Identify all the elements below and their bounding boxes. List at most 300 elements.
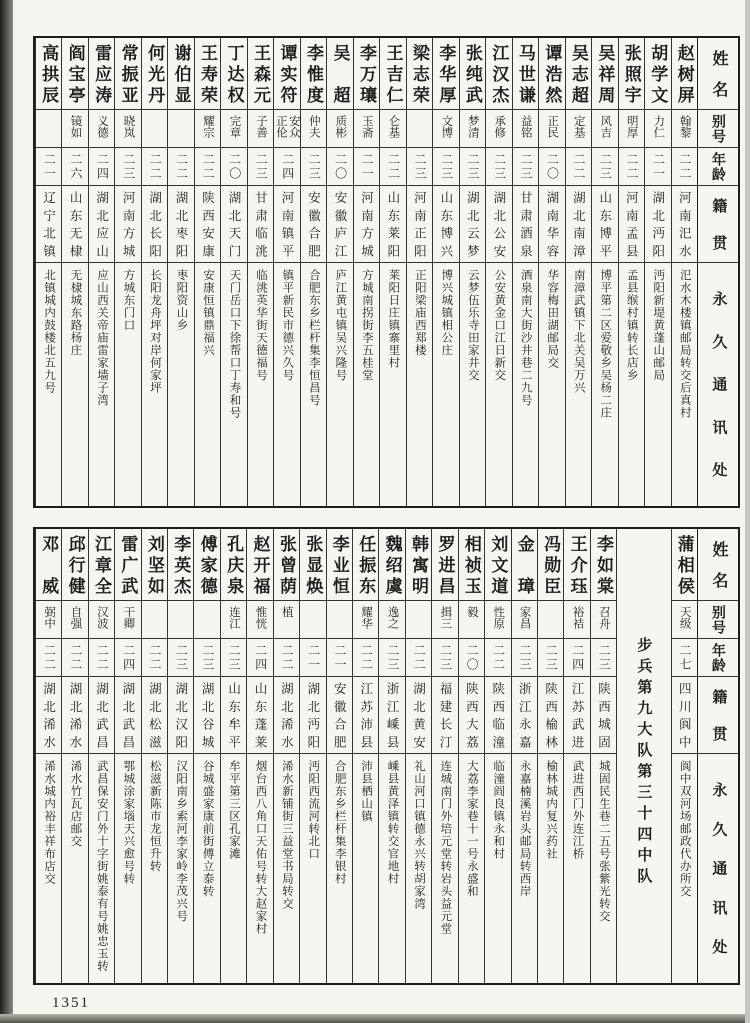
native-place-cell-text: 湖北枣阳 [174,191,189,257]
name-cell-text: 胡学文 [648,44,668,103]
bottom-directory-table [33,527,740,985]
native-place-cell-text: 湖北南漳 [571,191,586,257]
native-place-cell [538,676,563,753]
alias-cell [221,600,246,638]
native-place-cell-text: 湖北浠水 [41,682,56,748]
native-place-cell-text: 浙江嵊县 [385,682,400,748]
address-cell-text: 北镇城内鼓楼北五九号 [43,269,56,394]
alias-cell [619,109,644,147]
alias-cell-text: 文博 [440,115,453,138]
age-cell-text: 二三 [121,152,136,181]
name-cell-text: 王森元 [251,44,271,103]
native-place-cell [36,676,61,753]
directory-entry-column [114,38,140,506]
top-directory-table [33,36,740,508]
header-alias: 别号 [698,600,738,638]
native-place-cell-text: 安徽合肥 [332,682,347,748]
scan-edge-left [0,0,13,1023]
native-place-cell-text: 河南方城 [121,191,136,257]
name-cell [379,529,404,600]
address-cell [36,262,61,506]
name-cell [566,38,591,109]
directory-entry-column [378,529,404,983]
address-cell [433,262,458,506]
name-cell [354,38,379,109]
name-cell-text: 任振东 [356,535,376,594]
alias-cell-text: 召舟 [597,606,610,629]
name-cell-text: 江汉杰 [489,44,509,103]
directory-entry-column [61,529,87,983]
native-place-cell [407,185,432,262]
native-place-cell-text: 湖北汉阳 [173,682,188,748]
address-cell [512,753,537,983]
age-cell [485,638,510,676]
directory-entry-column [167,529,193,983]
alias-cell [380,109,405,147]
age-cell [194,638,219,676]
native-place-cell [619,185,644,262]
age-cell [619,147,644,185]
address-cell-text: 方城南拐街李五桂堂 [360,269,373,382]
page-number: 1351 [52,995,90,1011]
name-cell [274,529,299,600]
age-cell-text: 二二 [677,152,692,181]
alias-cell [300,600,325,638]
age-cell-text: 二三 [200,643,215,672]
native-place-cell [539,185,564,262]
address-cell-text: 天门岳口下徐帮口丁寿和号 [228,269,241,419]
header-native-place: 籍贯 [698,185,738,262]
directory-entry-column [141,38,167,506]
alias-cell-text: 耀华 [360,606,373,629]
unit-designation-column [616,529,670,983]
address-cell [274,753,299,983]
age-cell [459,638,484,676]
name-cell [486,38,511,109]
name-cell [89,38,114,109]
native-place-cell-text: 甘肃临洮 [253,191,268,257]
age-cell [538,638,563,676]
native-place-cell [194,676,219,753]
native-place-cell [327,676,352,753]
directory-entry-column [326,529,352,983]
address-cell [221,753,246,983]
address-cell [142,262,167,506]
age-cell-text: 二三 [227,643,242,672]
address-cell [89,753,114,983]
directory-entry-column [511,529,537,983]
native-place-cell [379,676,404,753]
alias-cell-text: 仲夫 [307,115,320,138]
age-cell-text: 二三 [517,643,532,672]
name-cell-text: 雷应涛 [92,44,112,103]
name-cell [62,529,87,600]
name-cell-text: 李如棠 [594,535,613,594]
native-place-cell-text: 陕西榆林 [543,682,558,748]
name-cell-text: 高拱辰 [39,44,59,103]
native-place-cell [115,676,140,753]
native-place-cell [274,185,299,262]
address-cell-text: 牟平第三区孔家滩 [228,760,241,860]
alias-cell [353,600,378,638]
name-cell-text: 阎宝亭 [65,44,85,103]
address-cell-text: 安康恒镇鼎福兴 [201,269,214,357]
age-cell [142,147,167,185]
age-cell [89,638,114,676]
age-cell [512,638,537,676]
address-cell [486,262,511,506]
native-place-cell-text: 河南孟县 [624,191,639,257]
native-place-cell [564,676,589,753]
name-cell [591,529,616,600]
name-cell [142,38,167,109]
alias-cell [115,600,140,638]
directory-entry-column [485,38,511,506]
name-cell-text: 罗进昌 [435,535,455,594]
native-place-cell [168,185,193,262]
directory-entry-column [538,38,564,506]
age-cell [672,147,697,185]
age-cell [327,638,352,676]
native-place-cell-text: 湖南华容 [544,191,559,257]
alias-cell [247,600,272,638]
age-cell-text: 二三 [385,643,400,672]
name-cell [36,529,61,600]
name-cell [513,38,538,109]
directory-entry-column [273,38,299,506]
name-cell-text: 金璋 [514,535,534,594]
native-place-cell-text: 陕西大荔 [464,682,479,748]
age-cell-text: 二三 [466,152,481,181]
address-cell [592,262,617,506]
native-place-cell [672,185,697,262]
name-cell-text: 冯勋臣 [541,535,561,594]
name-cell [460,38,485,109]
native-place-cell [433,185,458,262]
age-cell [353,638,378,676]
name-cell-text: 王吉仁 [383,44,403,103]
name-cell [62,38,87,109]
address-cell [432,753,457,983]
alias-cell-text: 裕袺 [571,606,584,629]
directory-entry-column [61,38,87,506]
address-cell-text: 浠水新铺街三益堂书局转交 [280,760,293,910]
address-cell [485,753,510,983]
alias-cell-text: 耀宗 [201,115,214,138]
name-cell-text: 刘坚如 [144,535,164,594]
native-place-cell-text: 山东博兴 [438,191,453,257]
directory-entry-column [352,529,378,983]
address-cell [248,262,273,506]
age-cell [221,638,246,676]
name-cell [327,38,352,109]
age-cell-text: 二四 [121,643,136,672]
alias-cell [274,109,299,147]
address-cell-text: 大荔李家巷十一号永盛和 [465,760,478,898]
header-age: 年龄 [698,638,738,676]
age-cell [380,147,405,185]
name-cell-text: 江章全 [91,535,111,594]
directory-entry-column [326,38,352,506]
address-cell [89,262,114,506]
address-cell-text: 正阳梁庙西郑楼 [413,269,426,357]
age-cell [566,147,591,185]
alias-cell [592,109,617,147]
directory-entry-column [220,38,246,506]
age-cell-text: 二二 [359,643,374,672]
address-cell [247,753,272,983]
native-place-cell [645,185,670,262]
native-place-cell-text: 陕西城固 [596,682,611,748]
name-cell-text: 李惟度 [303,44,323,103]
age-cell [168,638,193,676]
age-cell [89,147,114,185]
name-cell-text: 赵树屏 [674,44,694,103]
directory-entry-column [406,38,432,506]
age-cell-text: 二三 [307,152,322,181]
address-cell [513,262,538,506]
native-place-cell-text: 福建长汀 [437,682,452,748]
name-cell [327,529,352,600]
age-cell-text: 二二 [174,152,189,181]
address-cell [274,262,299,506]
alias-cell-text: 汉波 [95,606,108,629]
name-cell [592,38,617,109]
alias-cell-text: 惟恍 [254,606,267,629]
alias-cell [62,109,87,147]
age-cell [62,147,87,185]
address-cell [168,262,193,506]
name-cell [89,529,114,600]
alias-cell [327,600,352,638]
address-cell [672,262,697,506]
age-cell [168,147,193,185]
alias-cell [538,600,563,638]
directory-entry-column [299,529,325,983]
age-cell-text: 二一 [651,152,666,181]
native-place-cell [327,185,352,262]
native-place-cell-text: 河南方城 [359,191,374,257]
native-place-cell-text: 甘肃酒泉 [518,191,533,257]
alias-cell [433,109,458,147]
native-place-cell [301,185,326,262]
scan-edge-right [745,0,750,1023]
address-cell [115,753,140,983]
name-cell-text: 李华厚 [436,44,456,103]
address-cell [459,753,484,983]
address-cell [591,753,616,983]
alias-cell [327,109,352,147]
native-place-cell-text: 江苏武进 [570,682,585,748]
address-cell-text: 云梦伍乐寺田家井交 [466,269,479,382]
age-cell-text: 二二 [386,152,401,181]
address-cell-text: 临潼阎良镇永和村 [492,760,505,860]
native-place-cell-text: 湖北谷城 [200,682,215,748]
name-cell-text: 魏绍虞 [382,535,402,594]
address-cell-text: 枣阳资山乡 [175,269,188,332]
age-cell [460,147,485,185]
alias-cell-text: 梦清 [466,115,479,138]
alias-cell [539,109,564,147]
age-cell-text: 二二 [201,152,216,181]
native-place-cell-text: 山东蓬莱 [253,682,267,748]
name-cell [353,529,378,600]
age-cell [36,638,61,676]
name-cell-text: 张纯武 [462,44,482,103]
name-cell-text: 谭实符 [277,44,297,103]
address-cell [406,753,431,983]
address-cell-text: 合肥东乡栏杆集李恒昌号 [307,269,320,407]
name-cell [247,529,272,600]
alias-cell-text: 干卿 [122,606,135,629]
alias-cell [221,109,246,147]
age-cell [406,638,431,676]
address-cell [619,262,644,506]
name-cell [248,38,273,109]
address-cell [645,262,670,506]
name-cell [432,529,457,600]
age-cell-text: 二二 [42,643,57,672]
address-cell [194,753,219,983]
directory-entry-column [300,38,326,506]
native-place-cell-text: 安徽合肥 [306,191,321,257]
table-header-column [697,38,738,506]
native-place-cell [591,676,616,753]
name-cell-text: 傅家德 [197,535,217,594]
directory-entry-column [405,529,431,983]
name-cell [195,38,220,109]
alias-cell [168,109,193,147]
address-cell [62,262,87,506]
native-place-cell [512,676,537,753]
alias-cell [36,109,61,147]
age-cell-text: 二四 [280,152,295,181]
address-cell-text: 博兴城镇相公庄 [440,269,453,357]
name-cell [406,529,431,600]
age-cell-text: 二二 [280,643,295,672]
alias-cell [168,600,193,638]
alias-cell-text: 完章 [228,115,241,138]
name-cell [142,529,167,600]
native-place-cell [354,185,379,262]
address-cell-text: 礼山河口镇德永兴转胡家湾 [412,760,425,910]
name-cell-text: 孔庆泉 [224,535,244,594]
address-cell-text: 松滋新陈市龙恒升转 [148,760,161,873]
age-cell-text: 二二 [68,643,83,672]
native-place-cell [300,676,325,753]
address-cell-text: 公安黄金口江日新交 [493,269,506,382]
address-cell-text: 鄂城涂家堖天兴愈号转 [122,760,135,885]
alias-cell-text: 定基 [572,115,585,138]
directory-entry-column [484,529,510,983]
alias-cell [513,109,538,147]
alias-cell-text: 质彬 [334,115,347,138]
age-cell [407,147,432,185]
directory-entry-column [273,529,299,983]
age-cell-text: 二七 [678,643,692,672]
alias-cell-text: 家昌 [518,606,531,629]
name-cell-text: 梁志荣 [409,44,429,103]
alias-cell [89,600,114,638]
header-name: 姓名 [709,50,727,97]
header-name: 姓名 [709,541,727,588]
age-cell-text: 二三 [438,643,453,672]
native-place-cell [459,676,484,753]
address-cell [142,753,167,983]
age-cell [591,638,616,676]
native-place-cell-text: 浙江永嘉 [517,682,532,748]
name-cell-text: 马世谦 [515,44,535,103]
name-cell [168,529,193,600]
alias-cell [354,109,379,147]
address-cell-text: 浠水城内裕丰祥布店交 [43,760,56,885]
age-cell-text: 二二 [412,643,427,672]
age-cell-text: 二六 [68,152,83,181]
address-cell-text: 沛县栖山镇 [360,760,373,823]
native-place-cell-text: 陕西安康 [200,191,215,257]
age-cell-text: 二〇 [465,643,480,672]
directory-entry-column [458,529,484,983]
address-cell [62,753,87,983]
native-place-cell-text: 山东莱阳 [385,191,400,257]
alias-cell-text: 义德 [96,115,109,138]
alias-cell-text: 逸之 [386,606,399,629]
native-place-cell [89,676,114,753]
native-place-cell [168,676,193,753]
header-alias: 别号 [698,109,738,147]
age-cell [274,147,299,185]
alias-cell-text: 安众正伦 [275,115,300,138]
address-cell-text: 南漳武镇下北关吴万兴 [572,269,585,394]
address-cell [380,262,405,506]
address-cell-text: 无棣城东路杨庄 [69,269,82,357]
address-cell-text: 连城南门外培元堂转岩头益元堂 [439,760,452,935]
native-place-cell [89,185,114,262]
alias-cell [407,109,432,147]
age-cell-text: 二〇 [333,152,348,181]
alias-cell [248,109,273,147]
name-cell-text: 吴祥周 [595,44,615,103]
alias-cell [591,600,616,638]
alias-cell [486,109,511,147]
name-cell [194,529,219,600]
native-place-cell [274,676,299,753]
directory-entry-column [432,38,458,506]
address-cell-text: 长阳龙舟坪对岸何家坪 [149,269,161,394]
address-cell [407,262,432,506]
age-cell-text: 二四 [570,643,585,672]
native-place-cell-text: 山东无棣 [68,191,83,257]
alias-cell-text: 承修 [493,115,506,138]
address-cell-text: 临洮英华街天德福号 [254,269,267,382]
alias-cell [485,600,510,638]
address-cell-text: 方城东门口 [122,269,135,332]
age-cell [62,638,87,676]
alias-cell [115,109,140,147]
name-cell [115,529,140,600]
table-header-column [697,529,738,983]
name-cell-text: 李业恒 [329,535,349,594]
native-place-cell-text: 湖北武昌 [94,682,109,748]
address-cell-text: 孟县缑村镇转长店乡 [625,269,638,382]
address-cell [300,753,325,983]
alias-cell-text: 自强 [69,606,82,629]
directory-entry-column [459,38,485,506]
alias-cell-text: 力仁 [652,115,665,138]
directory-entry-column [194,38,220,506]
native-place-cell-text: 湖北公安 [491,191,506,257]
name-cell-text: 张照宇 [621,44,641,103]
